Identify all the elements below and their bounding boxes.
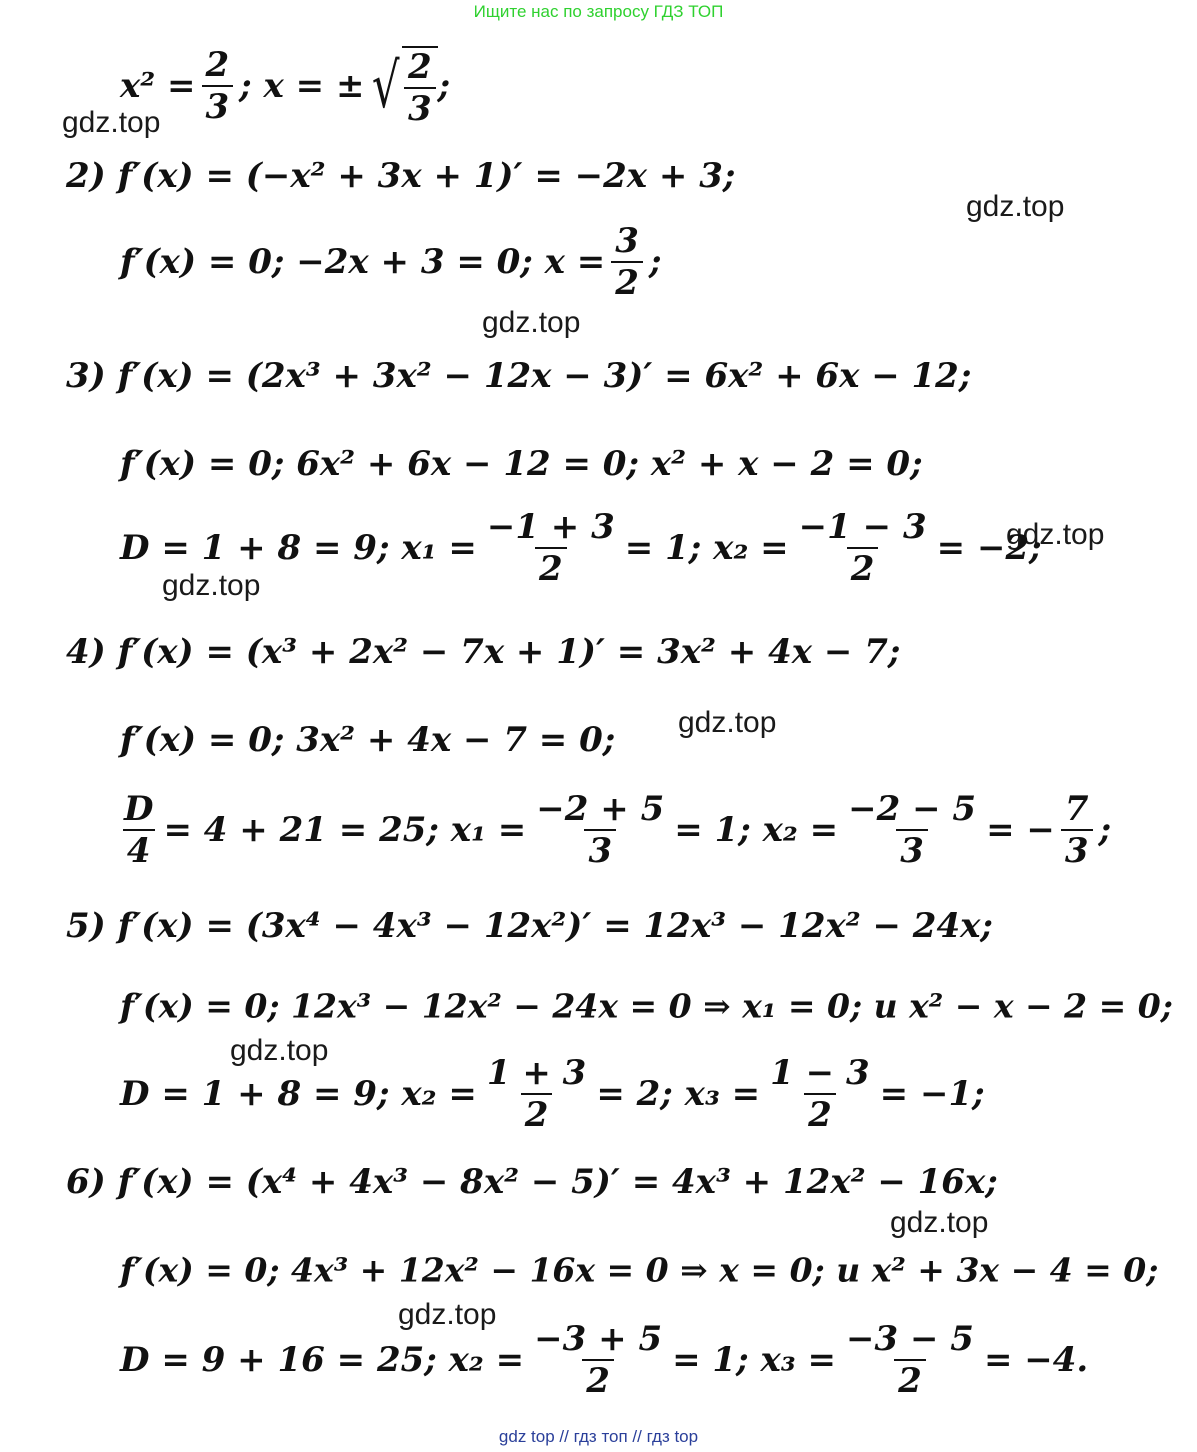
fraction-numerator: 2: [205, 45, 230, 85]
fraction-denominator: 3: [404, 87, 436, 126]
problem-3-line-3: [120, 507, 1042, 589]
fraction-denominator: 3: [896, 829, 928, 868]
watermark: gdz.top: [482, 306, 581, 339]
fraction: [483, 507, 619, 589]
fraction-denominator: 2: [611, 261, 643, 300]
problem-6-line-3: [120, 1319, 1089, 1401]
fraction: [202, 45, 234, 127]
equation-line-1: [120, 45, 451, 129]
problem-6-line-2: f′(x) = 0; 4x³ + 12x² − 16x = 0 ⇒ x = 0; и x² + 3x − 4 = 0;: [120, 1250, 1159, 1290]
fraction-denominator: 3: [1061, 829, 1093, 868]
fraction: [483, 1053, 590, 1135]
eq-text: = −2;: [936, 528, 1042, 568]
radical-sign: √: [372, 49, 401, 122]
problem-5-line-1: 5) f′(x) = (3x⁴ − 4x³ − 12x²)′ = 12x³ − 12x² − 24x;: [66, 906, 993, 946]
problem-2-line-1: 2) f′(x) = (−x² + 3x + 1)′ = −2x + 3;: [66, 156, 736, 196]
eq-text: D = 9 + 16 = 25; x₂ =: [120, 1340, 525, 1380]
eq-text: D = 1 + 8 = 9; x₁ =: [120, 528, 477, 568]
eq-text: = −1;: [879, 1074, 985, 1114]
problem-3-line-1: 3) f′(x) = (2x³ + 3x² − 12x − 3)′ = 6x² + 6x − 12;: [66, 356, 972, 396]
problem-2-line-2: [120, 221, 662, 303]
fraction-denominator: 3: [584, 829, 616, 868]
fraction-denominator: 2: [894, 1359, 926, 1398]
fraction-numerator: −2 + 5: [536, 789, 665, 829]
problem-5-line-3: [120, 1053, 985, 1135]
fraction-numerator: −1 + 3: [486, 507, 615, 547]
watermark: gdz.top: [966, 190, 1065, 223]
eq-text: D = 1 + 8 = 9; x₂ =: [120, 1074, 477, 1114]
eq-text: f′(x) = 0; −2x + 3 = 0; x =: [120, 242, 606, 282]
watermark: gdz.top: [230, 1034, 329, 1067]
watermark: gdz.top: [890, 1206, 989, 1239]
problem-5-line-2: f′(x) = 0; 12x³ − 12x² − 24x = 0 ⇒ x₁ = 0; и x² − x − 2 = 0;: [120, 986, 1173, 1026]
fraction: [530, 1319, 666, 1401]
fraction: [532, 789, 668, 871]
eq-text: = 2; x₃ =: [596, 1074, 761, 1114]
fraction-numerator: −3 − 5: [845, 1319, 974, 1359]
fraction-numerator: −2 − 5: [848, 789, 977, 829]
header-search-hint: Ищите нас по запросу ГДЗ ТОП: [473, 2, 724, 21]
eq-text: ;: [437, 66, 451, 106]
fraction: [842, 1319, 978, 1401]
fraction-numerator: 3: [615, 221, 639, 261]
fraction: [795, 507, 931, 589]
fraction-denominator: 2: [521, 1093, 553, 1132]
eq-text: = 1; x₂ =: [674, 810, 839, 850]
problem-3-line-2: f′(x) = 0; 6x² + 6x − 12 = 0; x² + x − 2 = 0;: [120, 444, 923, 484]
fraction-numerator: −3 + 5: [534, 1319, 663, 1359]
fraction-numerator: −1 − 3: [798, 507, 927, 547]
eq-text: = 1; x₂ =: [624, 528, 789, 568]
eq-text: = 4 + 21 = 25; x₁ =: [163, 810, 527, 850]
watermark: gdz.top: [678, 706, 777, 739]
eq-text: ; x = ±: [239, 66, 365, 106]
eq-text: ;: [1098, 810, 1112, 850]
fraction-denominator: 2: [535, 547, 567, 586]
fraction-denominator: 3: [202, 85, 234, 124]
problem-4-line-3: [114, 789, 1112, 871]
fraction-denominator: 2: [582, 1359, 614, 1398]
fraction-denominator: 2: [847, 547, 879, 586]
square-root: [366, 46, 437, 129]
watermark: gdz.top: [162, 569, 261, 602]
watermark: gdz.top: [1006, 518, 1105, 551]
fraction: [120, 789, 157, 871]
watermark: gdz.top: [62, 106, 161, 139]
fraction-numerator: 1 + 3: [486, 1053, 587, 1093]
fraction: [844, 789, 980, 871]
fraction-numerator: 2: [408, 47, 432, 87]
problem-4-line-1: 4) f′(x) = (x³ + 2x² − 7x + 1)′ = 3x² + 4x − 7;: [66, 632, 901, 672]
eq-text: = −: [986, 810, 1055, 850]
eq-text: = 1; x₃ =: [672, 1340, 836, 1380]
fraction: [611, 221, 643, 303]
fraction: [404, 47, 436, 129]
eq-text: = −4.: [983, 1340, 1089, 1380]
radicand: [402, 46, 438, 129]
fraction-numerator: 1 − 3: [770, 1053, 870, 1093]
fraction-numerator: D: [124, 789, 154, 829]
problem-6-line-1: 6) f′(x) = (x⁴ + 4x³ − 8x² − 5)′ = 4x³ + 12x² − 16x;: [66, 1162, 998, 1202]
fraction: [1061, 789, 1093, 871]
eq-text: x² =: [120, 66, 196, 106]
footer-links[interactable]: gdz top // гдз топ // гдз top: [498, 1427, 699, 1446]
eq-text: ;: [648, 242, 662, 282]
fraction-denominator: 2: [804, 1093, 836, 1132]
problem-4-line-2: f′(x) = 0; 3x² + 4x − 7 = 0;: [120, 720, 616, 760]
fraction-denominator: 4: [123, 829, 155, 868]
fraction-numerator: 7: [1064, 789, 1089, 829]
watermark: gdz.top: [398, 1298, 497, 1331]
fraction: [766, 1053, 873, 1135]
